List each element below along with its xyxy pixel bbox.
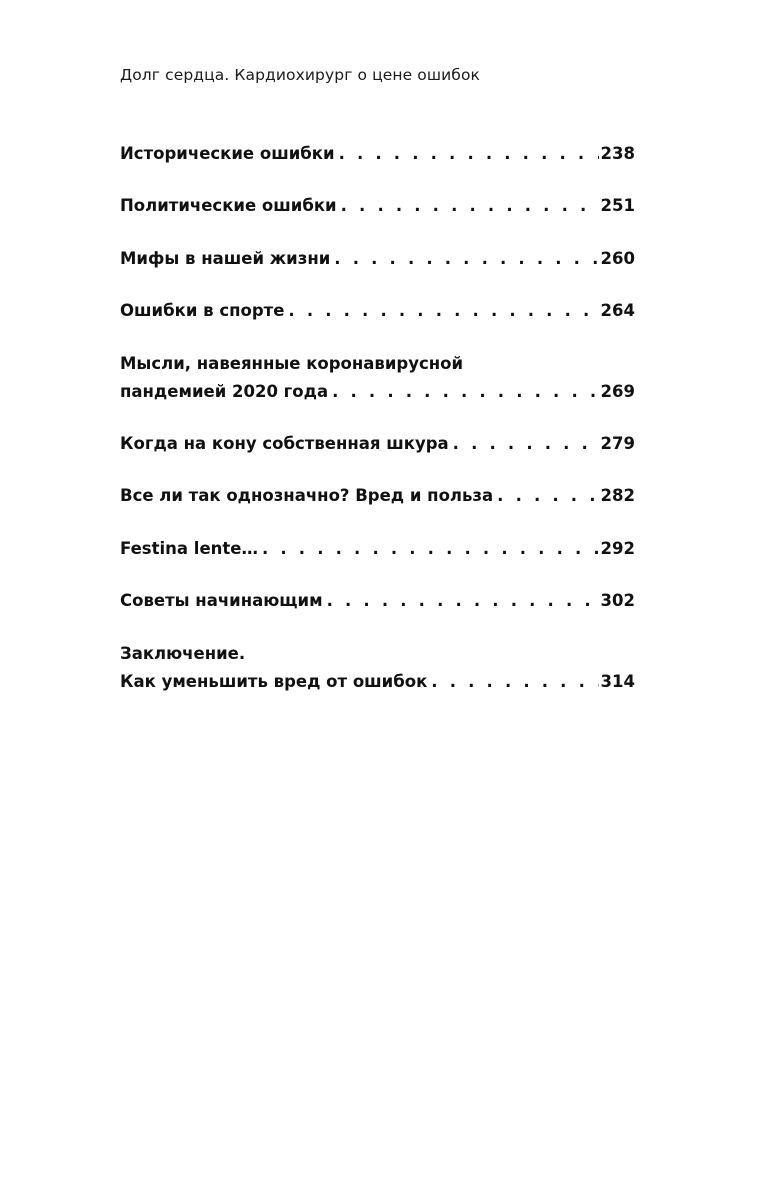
- toc-line: [120, 535, 635, 563]
- toc-entry-title: Мифы в нашей жизни: [120, 248, 331, 268]
- toc-line: [120, 378, 635, 406]
- toc-entry: [120, 482, 635, 510]
- toc-page-number: 302: [600, 591, 635, 611]
- running-header: Долг сердца. Кардиохирург о цене ошибок: [120, 66, 481, 84]
- toc-line: [120, 668, 635, 696]
- toc-entry-title-line1: Заключение.: [120, 643, 246, 663]
- toc-entry-title: Когда на кону собственная шкура: [120, 433, 449, 453]
- toc-page-number: 238: [600, 144, 635, 163]
- toc-line: [120, 430, 635, 458]
- toc-entry-title: Все ли так однозначно? Вред и польза: [120, 486, 494, 506]
- dot-leader: [327, 587, 599, 615]
- toc-line: [120, 192, 635, 220]
- toc-entry-title: пандемией 2020 года: [120, 381, 329, 401]
- dot-leader: [334, 245, 598, 273]
- toc-page-number: 260: [600, 248, 635, 268]
- toc-line: [120, 245, 635, 273]
- toc-entry: [120, 192, 635, 220]
- toc-page-number: 269: [600, 381, 635, 401]
- table-of-contents: [120, 140, 635, 720]
- dot-leader: [431, 668, 598, 696]
- toc-entry-title: Исторические ошибки: [120, 144, 335, 163]
- dot-leader: [332, 378, 598, 406]
- dot-leader: [341, 192, 599, 220]
- toc-page-number: 292: [600, 538, 635, 558]
- toc-page-number: 314: [600, 671, 635, 691]
- dot-leader: [288, 297, 598, 325]
- toc-entry-title: Ошибки в спорте: [120, 301, 285, 321]
- dot-leader: [453, 430, 599, 458]
- toc-entry-title: Как уменьшить вред от ошибок: [120, 671, 428, 691]
- dot-leader: [262, 535, 599, 563]
- dot-leader: [497, 482, 598, 510]
- toc-line: [120, 297, 635, 325]
- toc-page-number: 251: [600, 196, 635, 216]
- toc-entry: [120, 350, 635, 406]
- toc-entry: [120, 297, 635, 325]
- toc-entry: [120, 587, 635, 615]
- toc-entry-title: Советы начинающим: [120, 591, 323, 611]
- toc-line: [120, 482, 635, 510]
- toc-entry: [120, 535, 635, 563]
- toc-entry: [120, 245, 635, 273]
- toc-page-number: 264: [600, 301, 635, 321]
- dot-leader: [339, 140, 599, 168]
- toc-entry: [120, 430, 635, 458]
- toc-entry: [120, 640, 635, 696]
- toc-entry-title: Политические ошибки: [120, 196, 337, 216]
- toc-entry-title-line1: Мысли, навеянные коронавирусной: [120, 353, 464, 373]
- toc-page-number: 282: [600, 486, 635, 506]
- toc-page-number: 279: [600, 433, 635, 453]
- toc-line: [120, 140, 635, 168]
- toc-entry-title: Festina lente…: [120, 538, 258, 558]
- toc-line: [120, 587, 635, 615]
- toc-entry: [120, 140, 635, 168]
